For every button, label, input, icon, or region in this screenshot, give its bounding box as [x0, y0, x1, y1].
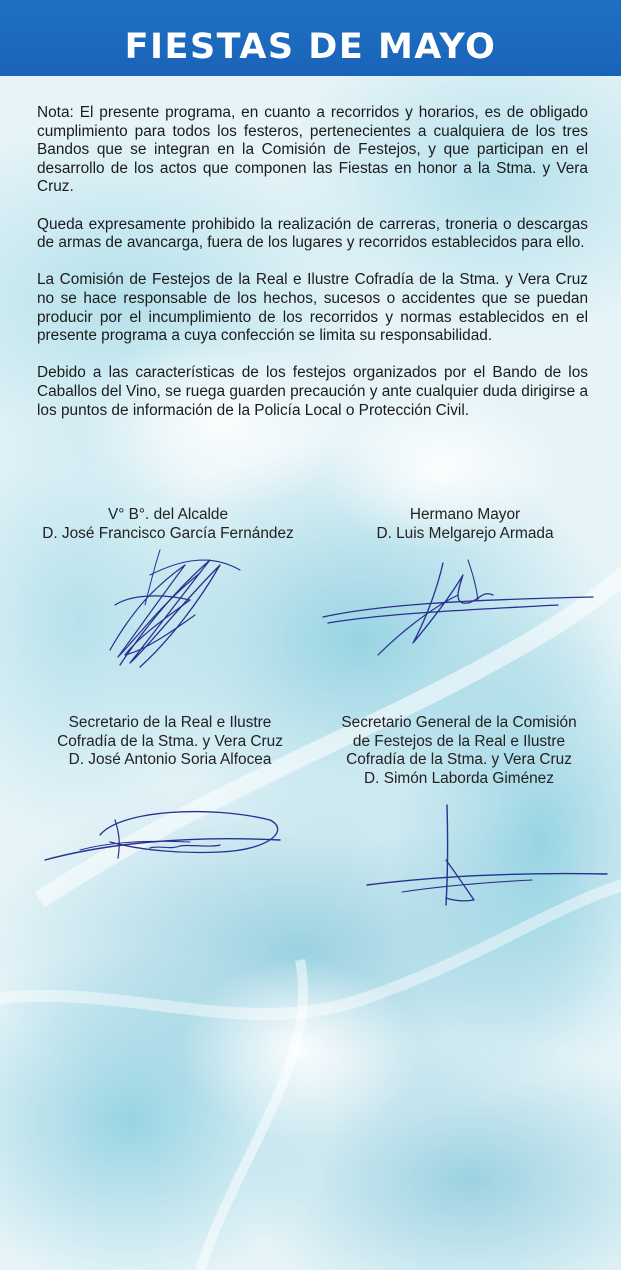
signature-block-alcalde: [20, 506, 316, 543]
handwritten-signature-secretario-cofradia: [40, 800, 290, 870]
signature-role: Secretario de la Real e Ilustre: [68, 714, 272, 731]
signature-role: de Festejos de la Real e Ilustre: [352, 732, 566, 750]
signature-person: D. José Francisco García Fernández: [42, 524, 294, 542]
signature-role: Cofradía de la Stma. y Vera Cruz: [57, 732, 283, 750]
paragraph-responsibility: La Comisión de Festejos de la Real e Ilustre Cofradía de la Stma. y Vera Cruz no se hace responsable de los hechos, sucesos o accidentes que se puedan producir por el incumplimiento de los recorridos y normas establecidos en el presente programa a cuya confección se limita su responsabilidad.: [37, 271, 588, 345]
signature-person: D. José Antonio Soria Alfocea: [68, 751, 272, 769]
signature-block-hermano-mayor: [320, 506, 610, 543]
paragraph-prohibition: Queda expresamente prohibido la realización de carreras, troneria o descargas de armas de avancarga, fuera de los lugares y recorridos establecidos para ello.: [37, 215, 588, 252]
header-banner: [0, 0, 621, 76]
signature-block-secretario-general: [322, 714, 596, 788]
signature-role: Cofradía de la Stma. y Vera Cruz: [346, 751, 572, 769]
handwritten-signature-hermano-mayor: [318, 555, 598, 660]
signature-person: D. Simón Laborda Giménez: [364, 769, 554, 787]
handwritten-signature-secretario-general: [362, 800, 612, 910]
page-title: FIESTAS DE MAYO: [124, 27, 497, 67]
paragraph-note: Nota: El presente programa, en cuanto a recorridos y horarios, es de obligado cumplimiento para todos los festeros, pertenecientes a cualquiera de los tres Bandos que se integran en la Comisión de Festejos, y que participan en el desarrollo de los actos que componen las Fiestas en honor a la Stma. y Vera Cruz.: [37, 104, 588, 196]
signature-role: V° B°. del Alcalde: [107, 506, 229, 523]
signature-block-secretario-cofradia: [20, 714, 320, 770]
signature-role: Hermano Mayor: [409, 506, 521, 523]
handwritten-signature-alcalde: [90, 545, 250, 675]
signature-role: Secretario General de la Comisión: [341, 714, 577, 731]
paragraph-caution: Debido a las características de los festejos organizados por el Bando de los Caballos del Vino, se ruega guarden precaución y ante cualquier duda dirigirse a los puntos de información de la Policía Local o Protección Civil.: [37, 364, 588, 419]
notice-text: [37, 104, 588, 439]
signature-person: D. Luis Melgarejo Armada: [376, 524, 554, 542]
